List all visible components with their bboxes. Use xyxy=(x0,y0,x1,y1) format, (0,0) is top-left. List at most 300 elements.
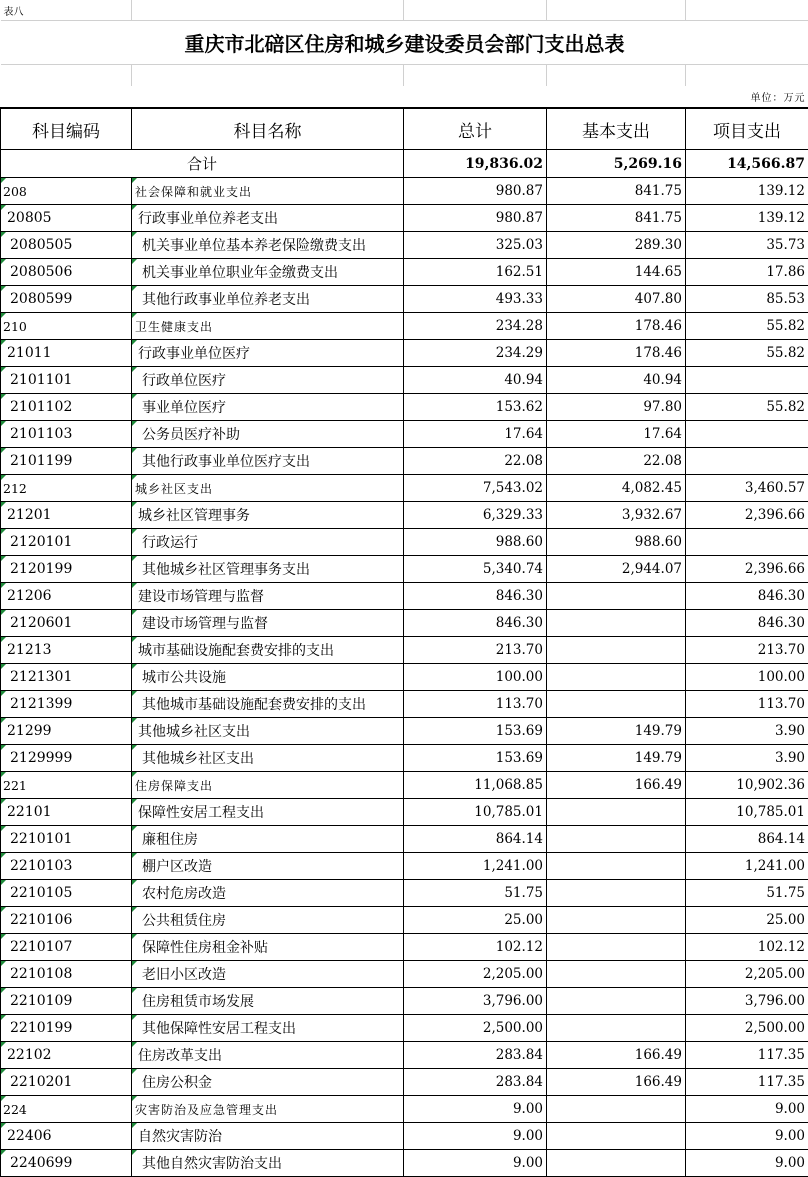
cell-text: 其他城市基础设施配套费安排的支出 xyxy=(142,697,366,713)
cell-text: 2,396.66 xyxy=(745,507,805,523)
row-code-cell xyxy=(1,826,132,853)
cell-text: 21201 xyxy=(7,507,52,523)
row-basic-cell xyxy=(547,232,686,259)
cell-text: 980.87 xyxy=(496,183,543,199)
cell-marker-icon xyxy=(132,583,137,588)
cell-text: 178.46 xyxy=(635,318,682,334)
page-title: 重庆市北碚区住房和城乡建设委员会部门支出总表 xyxy=(1,21,808,65)
row-project-cell xyxy=(686,853,808,880)
row-total-cell xyxy=(404,286,547,313)
cell-text: 40.94 xyxy=(643,372,682,388)
cell-text: 9.00 xyxy=(513,1155,543,1171)
table-row xyxy=(1,1096,808,1123)
cell-text: 棚户区改造 xyxy=(142,859,212,875)
cell-text: 行政事业单位养老支出 xyxy=(138,211,278,227)
row-code-cell xyxy=(1,637,132,664)
cell-text: 55.82 xyxy=(766,318,805,334)
cell-text: 10,785.01 xyxy=(736,804,805,820)
cell-text: 3,460.57 xyxy=(745,480,805,496)
table-row xyxy=(1,1123,808,1150)
cell-text: 325.03 xyxy=(496,237,543,253)
table-row xyxy=(1,394,808,421)
cell-text: 162.51 xyxy=(496,264,543,280)
cell-text: 117.35 xyxy=(758,1047,805,1063)
cell-text: 2101199 xyxy=(10,453,72,469)
row-project-cell xyxy=(686,826,808,853)
cell-text: 2210201 xyxy=(10,1074,72,1090)
cell-text: 153.69 xyxy=(496,723,543,739)
cell-text: 9.00 xyxy=(775,1101,805,1117)
row-basic-cell xyxy=(547,394,686,421)
row-basic-cell xyxy=(547,448,686,475)
row-code-cell xyxy=(1,907,132,934)
cell-marker-icon xyxy=(1,1069,6,1074)
table-row xyxy=(1,313,808,340)
row-total-cell xyxy=(404,637,547,664)
cell-marker-icon xyxy=(132,367,137,372)
cell-text: 2129999 xyxy=(10,750,72,766)
cell-text: 846.30 xyxy=(496,615,543,631)
cell-marker-icon xyxy=(132,502,137,507)
row-name-cell xyxy=(132,367,404,394)
row-basic-cell xyxy=(547,583,686,610)
row-code-cell xyxy=(1,448,132,475)
cell-marker-icon xyxy=(1,232,6,237)
cell-text: 234.28 xyxy=(496,318,543,334)
table-row xyxy=(1,556,808,583)
cell-text: 224 xyxy=(3,1102,27,1117)
cell-marker-icon xyxy=(132,745,137,750)
cell-marker-icon xyxy=(132,1069,137,1074)
row-name-cell xyxy=(132,259,404,286)
cell-text: 149.79 xyxy=(635,723,682,739)
row-code-cell xyxy=(1,610,132,637)
row-code-cell xyxy=(1,1096,132,1123)
row-project-cell xyxy=(686,664,808,691)
cell-text: 城乡社区管理事务 xyxy=(138,508,250,524)
table-row xyxy=(1,610,808,637)
row-total-cell xyxy=(404,205,547,232)
cell-marker-icon xyxy=(1,286,6,291)
cell-marker-icon xyxy=(1,367,6,372)
cell-text: 40.94 xyxy=(504,372,543,388)
row-basic-cell xyxy=(547,502,686,529)
row-basic-cell xyxy=(547,691,686,718)
cell-marker-icon xyxy=(1,1042,6,1047)
row-name-cell xyxy=(132,664,404,691)
cell-text: 2080599 xyxy=(10,291,72,307)
row-code-cell xyxy=(1,1150,132,1177)
header-row xyxy=(1,108,808,150)
row-project-cell xyxy=(686,988,808,1015)
cell-text: 公务员医疗补助 xyxy=(142,427,240,443)
cell-text: 2080505 xyxy=(10,237,72,253)
table-row xyxy=(1,1015,808,1042)
cell-text: 2,500.00 xyxy=(483,1020,543,1036)
unit-label: 单位：万元 xyxy=(1,86,808,108)
row-total-cell xyxy=(404,1042,547,1069)
cell-marker-icon xyxy=(132,718,137,723)
row-project-cell xyxy=(686,448,808,475)
cell-text: 166.49 xyxy=(635,777,682,793)
cell-marker-icon xyxy=(132,394,137,399)
cell-marker-icon xyxy=(132,1042,137,1047)
row-name-cell xyxy=(132,583,404,610)
row-name-cell xyxy=(132,988,404,1015)
table-row xyxy=(1,367,808,394)
cell-text: 卫生健康支出 xyxy=(135,320,213,334)
row-name-cell xyxy=(132,934,404,961)
row-code-cell xyxy=(1,961,132,988)
row-name-cell xyxy=(132,1096,404,1123)
row-total-cell xyxy=(404,961,547,988)
table-row xyxy=(1,448,808,475)
cell-text: 841.75 xyxy=(635,210,682,226)
row-name-cell xyxy=(132,1069,404,1096)
row-total-cell xyxy=(404,259,547,286)
cell-text: 21206 xyxy=(7,588,52,604)
cell-text: 4,082.45 xyxy=(622,480,682,496)
cell-text: 25.00 xyxy=(766,912,805,928)
cell-text: 283.84 xyxy=(496,1074,543,1090)
row-total-cell xyxy=(404,1069,547,1096)
table-row xyxy=(1,637,808,664)
row-total-cell xyxy=(404,367,547,394)
cell-text: 144.65 xyxy=(635,264,682,280)
cell-text: 493.33 xyxy=(496,291,543,307)
row-name-cell xyxy=(132,394,404,421)
cell-text: 149.79 xyxy=(635,750,682,766)
cell-marker-icon xyxy=(132,313,137,318)
cell-text: 100.00 xyxy=(496,669,543,685)
cell-marker-icon xyxy=(132,1150,137,1155)
cell-marker-icon xyxy=(1,826,6,831)
row-basic-cell xyxy=(547,637,686,664)
cell-text: 980.87 xyxy=(496,210,543,226)
cell-marker-icon xyxy=(132,448,137,453)
cell-text: 55.82 xyxy=(766,399,805,415)
cell-text: 17.64 xyxy=(504,426,543,442)
cell-text: 廉租住房 xyxy=(142,832,198,848)
cell-text: 其他保障性安居工程支出 xyxy=(142,1021,296,1037)
row-project-cell xyxy=(686,718,808,745)
cell-text: 其他城乡社区支出 xyxy=(142,751,254,767)
row-basic-cell xyxy=(547,853,686,880)
row-basic-cell xyxy=(547,745,686,772)
cell-text: 221 xyxy=(3,778,27,793)
cell-marker-icon xyxy=(1,394,6,399)
cell-marker-icon xyxy=(1,718,6,723)
cell-marker-icon xyxy=(1,988,6,993)
cell-marker-icon xyxy=(132,421,137,426)
row-name-cell xyxy=(132,961,404,988)
cell-text: 2240699 xyxy=(10,1155,72,1171)
cell-text: 2120199 xyxy=(10,561,72,577)
cell-text: 社会保障和就业支出 xyxy=(135,185,252,199)
row-code-cell xyxy=(1,691,132,718)
cell-marker-icon xyxy=(1,1123,6,1128)
row-name-cell xyxy=(132,421,404,448)
cell-text: 85.53 xyxy=(766,291,805,307)
row-project-cell xyxy=(686,421,808,448)
row-project-cell xyxy=(686,313,808,340)
cell-text: 建设市场管理与监督 xyxy=(138,589,264,605)
cell-text: 139.12 xyxy=(758,183,805,199)
cell-text: 55.82 xyxy=(766,345,805,361)
summary-label: 合计 xyxy=(1,150,404,178)
row-total-cell xyxy=(404,826,547,853)
row-total-cell xyxy=(404,745,547,772)
row-name-cell xyxy=(132,880,404,907)
row-project-cell xyxy=(686,529,808,556)
row-total-cell xyxy=(404,394,547,421)
row-basic-cell xyxy=(547,826,686,853)
row-basic-cell xyxy=(547,1150,686,1177)
cell-text: 老旧小区改造 xyxy=(142,967,226,983)
cell-text: 1,241.00 xyxy=(745,858,805,874)
cell-text: 988.60 xyxy=(635,534,682,550)
row-name-cell xyxy=(132,448,404,475)
cell-marker-icon xyxy=(1,421,6,426)
cell-marker-icon xyxy=(1,691,6,696)
row-code-cell xyxy=(1,286,132,313)
cell-text: 20805 xyxy=(7,210,52,226)
cell-marker-icon xyxy=(1,934,6,939)
row-project-cell xyxy=(686,907,808,934)
cell-text: 2210105 xyxy=(10,885,72,901)
row-code-cell xyxy=(1,745,132,772)
row-name-cell xyxy=(132,610,404,637)
row-name-cell xyxy=(132,1015,404,1042)
row-basic-cell xyxy=(547,205,686,232)
row-project-cell xyxy=(686,178,808,205)
cell-marker-icon xyxy=(132,340,137,345)
cell-marker-icon xyxy=(1,637,6,642)
row-code-cell xyxy=(1,340,132,367)
row-total-cell xyxy=(404,556,547,583)
cell-marker-icon xyxy=(132,691,137,696)
row-total-cell xyxy=(404,1015,547,1042)
column-header-total: 总计 xyxy=(404,108,547,150)
row-total-cell xyxy=(404,718,547,745)
row-project-cell xyxy=(686,1150,808,1177)
row-name-cell xyxy=(132,718,404,745)
row-name-cell xyxy=(132,232,404,259)
row-project-cell xyxy=(686,367,808,394)
row-name-cell xyxy=(132,826,404,853)
cell-text: 2,500.00 xyxy=(745,1020,805,1036)
table-row xyxy=(1,718,808,745)
summary-project: 14,566.87 xyxy=(686,150,808,178)
cell-text: 2210109 xyxy=(10,993,72,1009)
row-project-cell xyxy=(686,799,808,826)
row-project-cell xyxy=(686,934,808,961)
cell-text: 3,796.00 xyxy=(483,993,543,1009)
table-row xyxy=(1,205,808,232)
row-project-cell xyxy=(686,475,808,502)
cell-text: 9.00 xyxy=(513,1128,543,1144)
row-code-cell xyxy=(1,799,132,826)
cell-marker-icon xyxy=(132,637,137,642)
cell-text: 6,329.33 xyxy=(483,507,543,523)
table-row xyxy=(1,475,808,502)
cell-text: 2210101 xyxy=(10,831,72,847)
row-basic-cell xyxy=(547,178,686,205)
cell-marker-icon xyxy=(132,232,137,237)
cell-marker-icon xyxy=(1,1150,6,1155)
row-project-cell xyxy=(686,259,808,286)
top-strip-row xyxy=(1,0,808,21)
row-code-cell xyxy=(1,988,132,1015)
table-row xyxy=(1,1042,808,1069)
cell-text: 139.12 xyxy=(758,210,805,226)
cell-text: 22101 xyxy=(7,804,52,820)
cell-text: 213.70 xyxy=(758,642,805,658)
cell-text: 21213 xyxy=(7,642,52,658)
row-code-cell xyxy=(1,1069,132,1096)
cell-text: 21011 xyxy=(7,345,52,361)
table-row xyxy=(1,826,808,853)
cell-text: 其他城乡社区管理事务支出 xyxy=(142,562,310,578)
cell-text: 10,785.01 xyxy=(474,804,543,820)
row-name-cell xyxy=(132,853,404,880)
cell-marker-icon xyxy=(1,556,6,561)
cell-marker-icon xyxy=(132,961,137,966)
cell-marker-icon xyxy=(132,286,137,291)
cell-marker-icon xyxy=(1,313,6,318)
cell-text: 其他自然灾害防治支出 xyxy=(142,1156,282,1172)
row-total-cell xyxy=(404,340,547,367)
cell-text: 10,902.36 xyxy=(736,777,805,793)
cell-marker-icon xyxy=(132,259,137,264)
cell-text: 407.80 xyxy=(635,291,682,307)
row-project-cell xyxy=(686,772,808,799)
cell-marker-icon xyxy=(132,1096,137,1101)
cell-text: 2101101 xyxy=(10,372,72,388)
row-basic-cell xyxy=(547,772,686,799)
cell-text: 25.00 xyxy=(504,912,543,928)
cell-text: 其他城乡社区支出 xyxy=(138,724,250,740)
cell-text: 17.86 xyxy=(766,264,805,280)
unit-row xyxy=(1,86,808,108)
cell-text: 3,796.00 xyxy=(745,993,805,1009)
row-project-cell xyxy=(686,1042,808,1069)
cell-text: 283.84 xyxy=(496,1047,543,1063)
row-basic-cell xyxy=(547,421,686,448)
table-row xyxy=(1,745,808,772)
cell-marker-icon xyxy=(132,1015,137,1020)
cell-marker-icon xyxy=(1,853,6,858)
cell-marker-icon xyxy=(1,1015,6,1020)
cell-text: 1,241.00 xyxy=(483,858,543,874)
cell-marker-icon xyxy=(132,178,137,183)
row-name-cell xyxy=(132,637,404,664)
row-code-cell xyxy=(1,205,132,232)
row-name-cell xyxy=(132,1042,404,1069)
row-project-cell xyxy=(686,340,808,367)
cell-text: 2210106 xyxy=(10,912,72,928)
cell-text: 2210199 xyxy=(10,1020,72,1036)
cell-text: 2210103 xyxy=(10,858,72,874)
row-project-cell xyxy=(686,1123,808,1150)
row-basic-cell xyxy=(547,934,686,961)
row-code-cell xyxy=(1,313,132,340)
table-row xyxy=(1,502,808,529)
row-name-cell xyxy=(132,691,404,718)
row-name-cell xyxy=(132,556,404,583)
row-code-cell xyxy=(1,853,132,880)
row-basic-cell xyxy=(547,799,686,826)
cell-text: 2101103 xyxy=(10,426,72,442)
title-row xyxy=(1,21,808,65)
table-row xyxy=(1,178,808,205)
cell-text: 保障性住房租金补贴 xyxy=(142,940,268,956)
row-code-cell xyxy=(1,178,132,205)
cell-text: 2,205.00 xyxy=(483,966,543,982)
cell-text: 2,396.66 xyxy=(745,561,805,577)
row-code-cell xyxy=(1,259,132,286)
row-name-cell xyxy=(132,907,404,934)
cell-marker-icon xyxy=(1,610,6,615)
cell-text: 住房公积金 xyxy=(142,1075,212,1091)
row-project-cell xyxy=(686,1015,808,1042)
cell-marker-icon xyxy=(132,772,137,777)
cell-text: 22102 xyxy=(7,1047,52,1063)
cell-text: 自然灾害防治 xyxy=(138,1129,222,1145)
row-total-cell xyxy=(404,691,547,718)
cell-text: 城乡社区支出 xyxy=(135,482,213,496)
table-row xyxy=(1,880,808,907)
row-project-cell xyxy=(686,637,808,664)
row-code-cell xyxy=(1,502,132,529)
spacer-row xyxy=(1,65,808,87)
cell-marker-icon xyxy=(1,961,6,966)
table-row xyxy=(1,988,808,1015)
row-code-cell xyxy=(1,529,132,556)
row-name-cell xyxy=(132,205,404,232)
cell-text: 建设市场管理与监督 xyxy=(142,616,268,632)
cell-marker-icon xyxy=(132,664,137,669)
row-code-cell xyxy=(1,934,132,961)
cell-text: 117.35 xyxy=(758,1074,805,1090)
cell-marker-icon xyxy=(132,988,137,993)
cell-text: 城市公共设施 xyxy=(142,670,226,686)
summary-basic: 5,269.16 xyxy=(547,150,686,178)
cell-marker-icon xyxy=(132,1123,137,1128)
cell-text: 机关事业单位基本养老保险缴费支出 xyxy=(142,238,366,254)
row-code-cell xyxy=(1,772,132,799)
table-row xyxy=(1,907,808,934)
table-row xyxy=(1,1069,808,1096)
cell-marker-icon xyxy=(1,448,6,453)
row-name-cell xyxy=(132,1123,404,1150)
cell-text: 22406 xyxy=(7,1128,52,1144)
row-code-cell xyxy=(1,556,132,583)
table-row xyxy=(1,232,808,259)
cell-text: 97.80 xyxy=(643,399,682,415)
cell-text: 846.30 xyxy=(496,588,543,604)
row-name-cell xyxy=(132,286,404,313)
row-total-cell xyxy=(404,475,547,502)
cell-text: 9.00 xyxy=(513,1101,543,1117)
cell-marker-icon xyxy=(132,880,137,885)
row-code-cell xyxy=(1,475,132,502)
table-row xyxy=(1,340,808,367)
row-basic-cell xyxy=(547,664,686,691)
cell-marker-icon xyxy=(1,259,6,264)
table-row xyxy=(1,1150,808,1177)
cell-marker-icon xyxy=(1,907,6,912)
